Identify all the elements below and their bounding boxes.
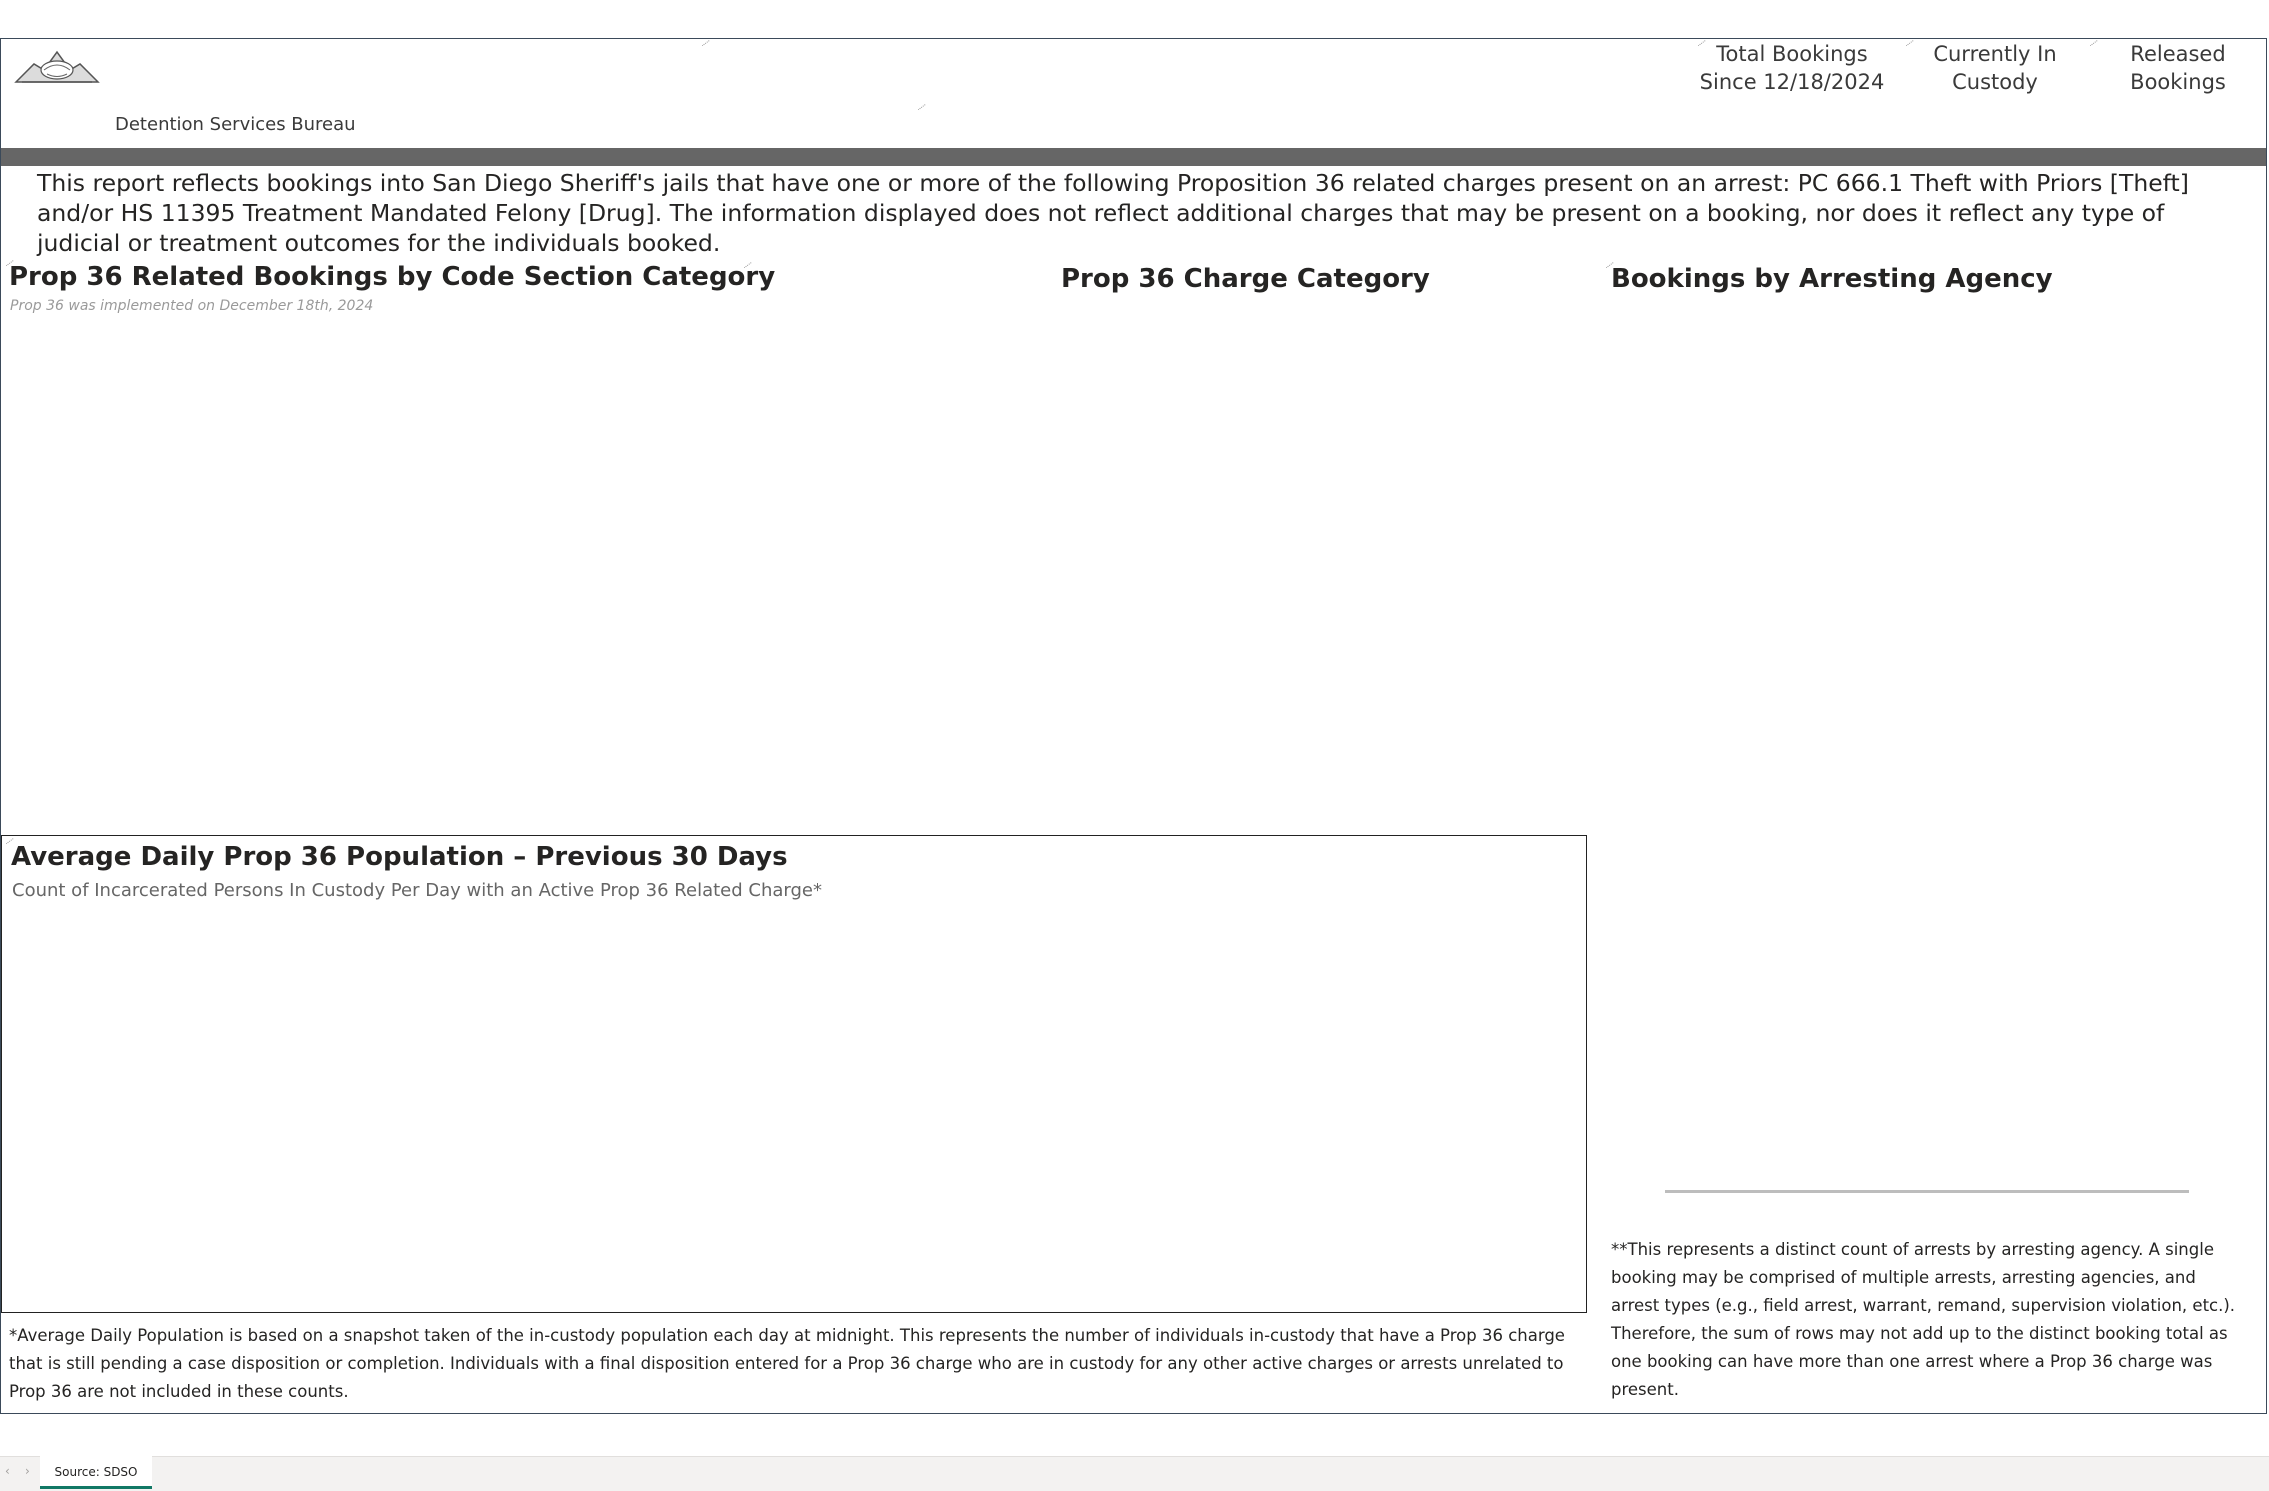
agency-footnote: **This represents a distinct count of arrests by arresting agency. A single booking may be comprised of multiple arrests, arresting agencies, and arrest types (e.g., field arrest, warrant, remand, supervision violation, etc.). Therefore, the sum of rows may not add up to the distinct booking total as one booking can have more than one arrest where a Prop 36 charge was present. (1611, 1240, 2236, 1399)
resize-handle-icon (918, 104, 926, 110)
code-section-title: Prop 36 Related Bookings by Code Section Category (9, 262, 776, 292)
intro-text: This report reflects bookings into San Diego Sheriff's jails that have one or more of the following Proposition 36 related charges present on an arrest: PC 666.1 Theft with Priors [Theft] and/or HS 11395 Treatment Mandated Felony [Drug]. The information displayed does not reflect additional charges that may be present on a booking, nor does it reflect any type of judicial or treatment outcomes for the individuals booked. (37, 169, 2189, 257)
resize-handle-icon (702, 40, 710, 46)
kpi-label-line1: Released (2130, 42, 2226, 66)
adp-title: Average Daily Prop 36 Population – Previous 30 Days (11, 842, 788, 872)
kpi-total-bookings[interactable] (1680, 40, 1904, 96)
code-section-visual[interactable] (0, 258, 776, 818)
sheriff-logo (14, 46, 100, 86)
kpi-currently-in-custody[interactable] (1900, 40, 2090, 96)
code-section-subtitle: Prop 36 was implemented on December 18th, 2024 (10, 298, 374, 314)
header-band (1, 148, 2266, 166)
arresting-agency-visual[interactable] (1605, 258, 2265, 1198)
kpi-label-line2: Since 12/18/2024 (1699, 70, 1885, 94)
kpi-released-bookings[interactable] (2090, 40, 2266, 96)
charge-category-title: Prop 36 Charge Category (1061, 264, 1430, 294)
adp-subtitle: Count of Incarcerated Persons In Custody Per Day with an Active Prop 36 Related Charge* (12, 880, 822, 901)
bureau-label: Detention Services Bureau (115, 114, 356, 135)
page-tab-bar (0, 1456, 2269, 1491)
kpi-label-line2: Bookings (2130, 70, 2226, 94)
kpi-label-line1: Currently In (1933, 42, 2057, 66)
kpi-label-line1: Total Bookings (1716, 42, 1868, 66)
charge-category-visual[interactable] (1055, 258, 1595, 818)
agency-table-divider (1665, 1190, 2189, 1193)
adp-footnote: *Average Daily Population is based on a snapshot taken of the in-custody population each day at midnight. This represents the number of individuals in-custody that have a Prop 36 charge that is still pending a case disposition or completion. Individuals with a final disposition entered for a Prop 36 charge who are in custody for any other active charges or arrests unrelated to Prop 36 are not included in these counts. (9, 1326, 1565, 1401)
page-tab-source-sdso[interactable]: Source: SDSO (40, 1456, 152, 1489)
tab-scroll-right-icon[interactable]: › (25, 1464, 30, 1478)
arresting-agency-title: Bookings by Arresting Agency (1611, 264, 2053, 294)
kpi-label-line2: Custody (1952, 70, 2038, 94)
tab-scroll-left-icon[interactable]: ‹ (5, 1464, 10, 1478)
adp-visual[interactable] (1, 835, 1587, 1313)
